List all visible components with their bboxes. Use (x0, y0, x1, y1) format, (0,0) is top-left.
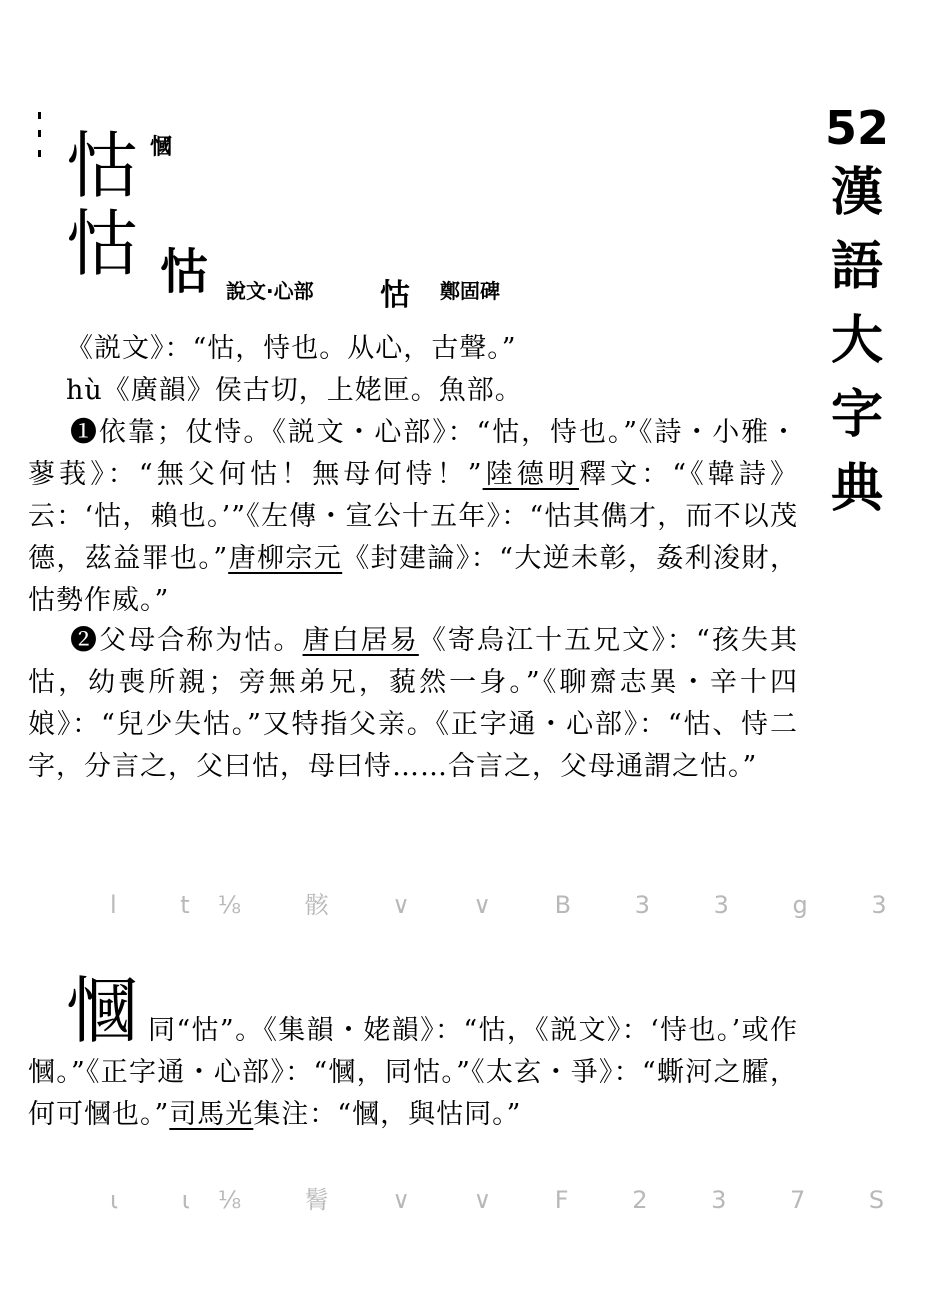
entry-head-character: 怙 (66, 124, 139, 208)
entry-head-character-regular: 怙 (66, 202, 139, 286)
person-name-underlined: 陸德明 (482, 459, 579, 490)
page-number: 52 (824, 101, 889, 155)
dictionary-title-char: 典 (830, 459, 883, 519)
seal-script-source: 說文·心部 (226, 279, 314, 303)
sense-2 (28, 620, 798, 788)
dictionary-title-char: 漢 (830, 163, 883, 223)
person-name-underlined: 唐柳宗元 (228, 543, 343, 574)
variant-character: 慖 (150, 135, 173, 160)
margin-heading (821, 100, 893, 526)
clerical-script-source: 鄭固碑 (440, 279, 500, 303)
dictionary-title-char: 語 (830, 237, 883, 297)
dictionary-title-char: 大 (830, 311, 883, 371)
sense-1-text: ❶依靠；仗恃。《説文・心部》：“怙，恃也。”《詩・小雅・蓼莪》：“無父何怙！無母何恃！” (28, 417, 798, 490)
sense-2-text: ❷父母合称为怙。 (70, 625, 303, 656)
bleed-through-text: ι ι⅛ 鬌 ∨ ∨ F 2 3 7 S (110, 1186, 913, 1214)
pronunciation-line: hù《廣韻》侯古切，上姥匣。魚部。 (66, 375, 523, 406)
seal-script-glyph: 怙 (160, 244, 203, 300)
margin-mark (38, 130, 41, 137)
margin-mark (38, 112, 41, 119)
person-name-underlined: 唐白居易 (302, 625, 419, 656)
sense-1-text: 《封建論》：“大逆未彰，姦利浚財，怙勢作威。” (28, 543, 798, 616)
entry-2-text: 同“怙”。《集韻・姥韻》：“怙，《説文》：‘恃也。’或作慖。”《正字通・心部》：“慖，同怙。”《太玄・爭》：“蟖河之臛，何可慖也。” (28, 1015, 798, 1130)
entry-2-text: 集注：“慖，與怙同。” (253, 1099, 522, 1130)
person-name-underlined: 司馬光 (169, 1099, 254, 1130)
clerical-script-glyph: 怙 (380, 278, 406, 313)
entry-2-definition (28, 1010, 798, 1136)
sense-1 (28, 412, 798, 622)
sense-1-text: 釋文：“《韓詩》云：‘怙，賴也。’”《左傳・宣公十五年》：“怙其儁才，而不以茂德，茲益罪也。” (28, 459, 798, 574)
sense-2-text: 《寄烏江十五兄文》：“孩失其怙，幼喪所親；旁無弟兄，藐然一身。”《聊齋志異・辛十四娘》：“兒少失怙。”又特指父亲。《正字通・心部》：“怙、恃二字，分言之，父曰怙，母曰恃……合言之，父母通謂之怙。” (28, 625, 799, 782)
bleed-through-text: l t⅛ 骸 ∨ ∨ B 3 3 g 3 (110, 891, 915, 919)
margin-mark (38, 150, 41, 157)
entry-head-character: 慖 (66, 969, 139, 1053)
shuowen-citation: 《説文》：“怙，恃也。从心，古聲。” (66, 333, 517, 364)
dictionary-title-char: 字 (830, 385, 883, 445)
